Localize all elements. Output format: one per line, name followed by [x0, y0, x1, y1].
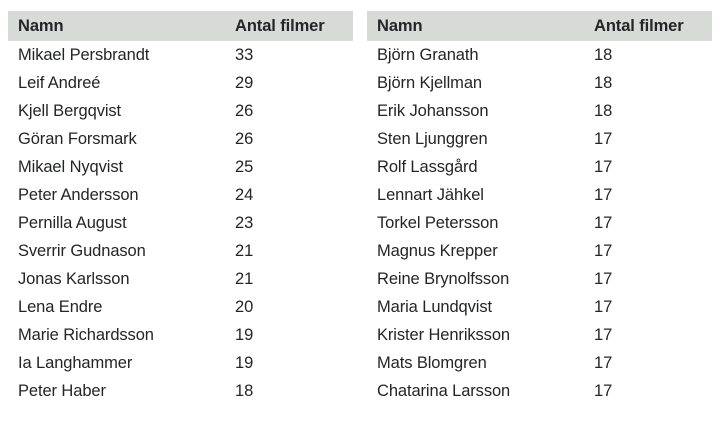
actor-name: Marie Richardsson — [18, 325, 154, 344]
film-count: 17 — [594, 241, 613, 260]
table-row — [367, 41, 712, 69]
table-header — [367, 11, 712, 41]
film-count: 17 — [594, 185, 613, 204]
film-count: 29 — [235, 73, 254, 92]
table-row — [367, 69, 712, 97]
actor-name: Peter Haber — [18, 381, 106, 400]
film-count: 26 — [235, 101, 254, 120]
actor-name: Sten Ljunggren — [377, 129, 488, 148]
film-count: 25 — [235, 157, 254, 176]
actor-name: Mats Blomgren — [377, 353, 487, 372]
table-row — [8, 265, 353, 293]
actor-name: Peter Andersson — [18, 185, 139, 204]
film-count: 26 — [235, 129, 254, 148]
film-count: 17 — [594, 157, 613, 176]
table-row — [8, 377, 353, 405]
film-count: 18 — [235, 381, 254, 400]
table-row — [8, 209, 353, 237]
table-row — [367, 209, 712, 237]
actor-name: Kjell Bergqvist — [18, 101, 122, 120]
table-row — [8, 41, 353, 69]
actor-name: Rolf Lassgård — [377, 157, 478, 176]
film-count: 33 — [235, 45, 254, 64]
actor-name: Erik Johansson — [377, 101, 489, 120]
film-count: 17 — [594, 325, 613, 344]
table-row — [8, 237, 353, 265]
table-row — [367, 153, 712, 181]
actor-name: Lena Endre — [18, 297, 103, 316]
column-header-film-count: Antal filmer — [235, 16, 325, 35]
table-row — [367, 321, 712, 349]
actor-name: Lennart Jähkel — [377, 185, 484, 204]
actor-name: Magnus Krepper — [377, 241, 498, 260]
film-count: 17 — [594, 381, 613, 400]
film-count: 17 — [594, 353, 613, 372]
actor-name: Mikael Nyqvist — [18, 157, 123, 176]
actor-name: Björn Granath — [377, 45, 479, 64]
film-table-left — [8, 11, 353, 405]
column-header-name: Namn — [18, 16, 64, 35]
table-row — [367, 97, 712, 125]
table-row — [367, 265, 712, 293]
column-header-film-count: Antal filmer — [594, 16, 684, 35]
table-row — [8, 69, 353, 97]
table-row — [8, 125, 353, 153]
film-count: 21 — [235, 241, 254, 260]
actor-name: Björn Kjellman — [377, 73, 482, 92]
actor-name: Ia Langhammer — [18, 353, 133, 372]
actor-name: Leif Andreé — [18, 73, 101, 92]
film-count: 18 — [594, 101, 613, 120]
table-row — [8, 293, 353, 321]
film-count: 21 — [235, 269, 254, 288]
table-row — [367, 181, 712, 209]
actor-name: Göran Forsmark — [18, 129, 137, 148]
table-row — [367, 293, 712, 321]
actor-name: Torkel Petersson — [377, 213, 499, 232]
table-row — [8, 321, 353, 349]
table-row — [8, 153, 353, 181]
table-header — [8, 11, 353, 41]
table-row — [367, 125, 712, 153]
film-count: 17 — [594, 269, 613, 288]
table-row — [8, 97, 353, 125]
film-count: 19 — [235, 325, 254, 344]
actor-name: Jonas Karlsson — [18, 269, 130, 288]
table-body — [367, 41, 712, 405]
table-row — [8, 181, 353, 209]
table-row — [367, 237, 712, 265]
table-body — [8, 41, 353, 405]
film-count: 19 — [235, 353, 254, 372]
actor-name: Sverrir Gudnason — [18, 241, 146, 260]
actor-name: Pernilla August — [18, 213, 127, 232]
film-count: 24 — [235, 185, 254, 204]
film-count: 20 — [235, 297, 254, 316]
actor-name: Krister Henriksson — [377, 325, 510, 344]
film-count: 18 — [594, 73, 613, 92]
table-row — [8, 349, 353, 377]
actor-name: Maria Lundqvist — [377, 297, 492, 316]
table-row — [367, 349, 712, 377]
film-count: 17 — [594, 213, 613, 232]
film-count: 17 — [594, 297, 613, 316]
film-table-right — [367, 11, 712, 405]
actor-name: Reine Brynolfsson — [377, 269, 510, 288]
actor-name: Mikael Persbrandt — [18, 45, 150, 64]
actor-name: Chatarina Larsson — [377, 381, 511, 400]
film-count: 17 — [594, 129, 613, 148]
table-row — [367, 377, 712, 405]
film-count: 18 — [594, 45, 613, 64]
film-count: 23 — [235, 213, 254, 232]
column-header-name: Namn — [377, 16, 423, 35]
